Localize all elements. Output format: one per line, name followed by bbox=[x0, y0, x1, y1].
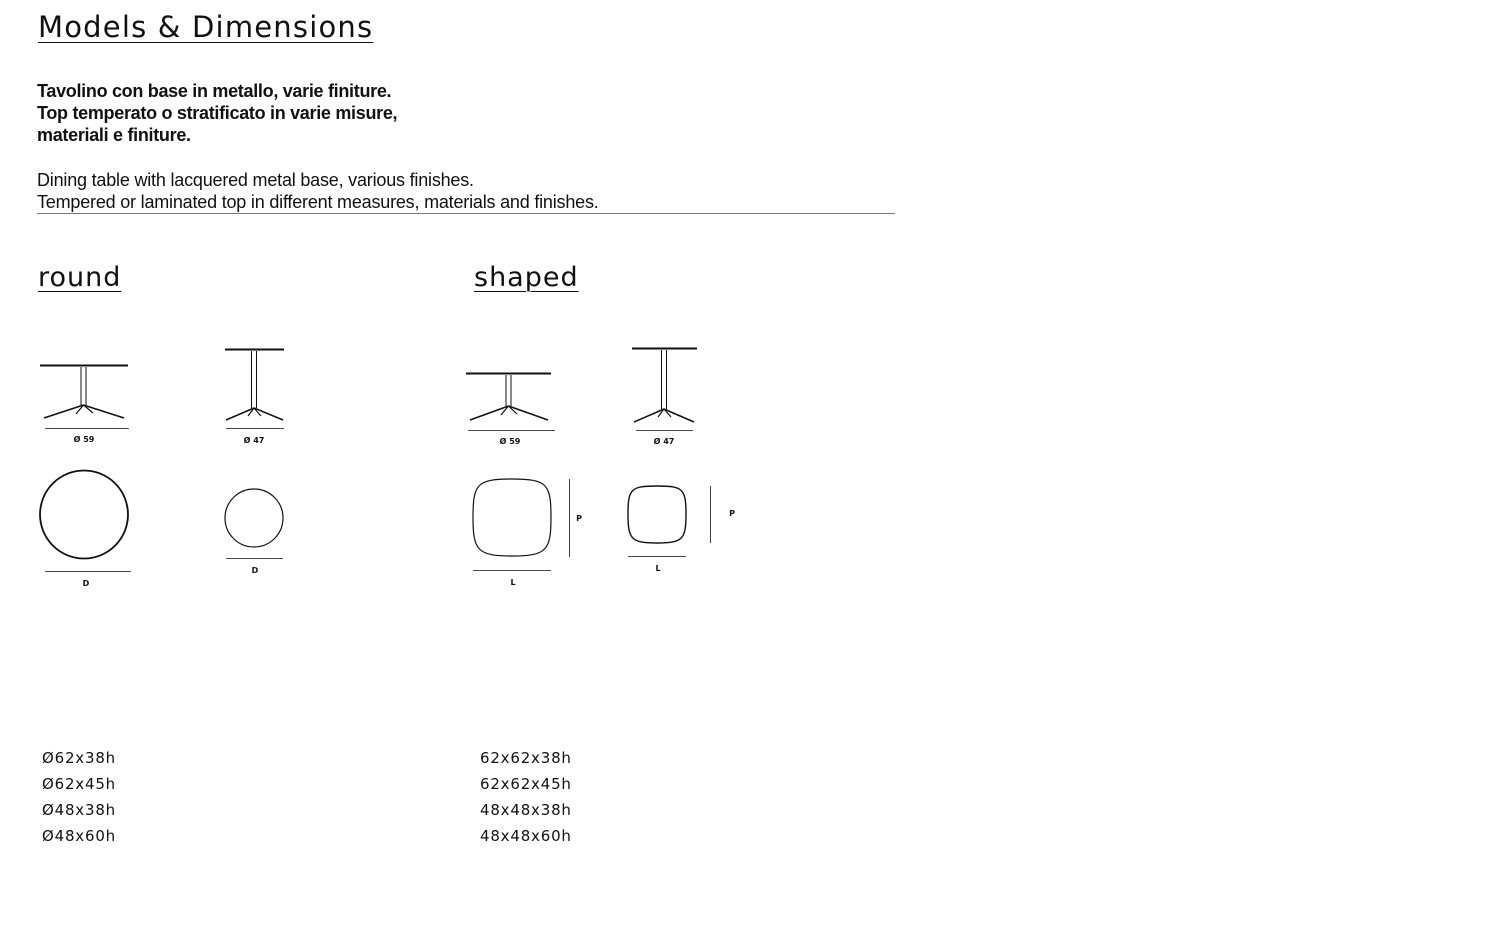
shaped-small-depth-label: P bbox=[729, 509, 735, 518]
shaped-large-side-view bbox=[466, 374, 555, 431]
page-title: Models & Dimensions bbox=[38, 10, 374, 44]
round-small-side-label: Ø 47 bbox=[243, 436, 265, 445]
shaped-small-top-label: L bbox=[655, 564, 661, 573]
description-en-line: Tempered or laminated top in different measures, materials and finishes. bbox=[37, 192, 599, 212]
shaped-dimension-list bbox=[480, 745, 572, 849]
dimension-item: Ø48x38h bbox=[42, 801, 116, 819]
dimension-item: Ø62x38h bbox=[42, 749, 116, 767]
dimension-item: 62x62x38h bbox=[480, 749, 572, 767]
dimension-item: 62x62x45h bbox=[480, 775, 572, 793]
section-title-round: round bbox=[38, 262, 122, 293]
shaped-small-side-view bbox=[632, 349, 697, 431]
description-it-line: materiali e finiture. bbox=[37, 125, 191, 145]
round-small-top-view bbox=[225, 489, 283, 559]
description-it-line: Top temperato o stratificato in varie misure, bbox=[37, 103, 398, 123]
shaped-large-depth-label: P bbox=[576, 514, 582, 523]
shaped-small-top-view bbox=[628, 486, 711, 557]
description-en-line: Dining table with lacquered metal base, various finishes. bbox=[37, 170, 474, 190]
round-small-side-view bbox=[225, 350, 284, 429]
dimension-item: Ø62x45h bbox=[42, 775, 116, 793]
round-large-top-view bbox=[40, 471, 131, 572]
shaped-large-top-label: L bbox=[510, 578, 516, 587]
description-it-line: Tavolino con base in metallo, varie finiture. bbox=[37, 81, 392, 101]
dimension-item: 48x48x38h bbox=[480, 801, 572, 819]
dimension-item: Ø48x60h bbox=[42, 827, 116, 845]
dimension-item: 48x48x60h bbox=[480, 827, 572, 845]
round-large-side-label: Ø 59 bbox=[73, 435, 95, 444]
shaped-small-side-label: Ø 47 bbox=[653, 437, 675, 446]
round-large-top-label: D bbox=[82, 579, 90, 588]
round-dimension-list bbox=[42, 745, 116, 849]
round-large-side-view bbox=[40, 366, 129, 429]
shaped-large-top-view bbox=[473, 479, 570, 571]
section-title-shaped: shaped bbox=[474, 262, 579, 293]
round-small-top-label: D bbox=[251, 566, 259, 575]
shaped-large-side-label: Ø 59 bbox=[499, 437, 521, 446]
